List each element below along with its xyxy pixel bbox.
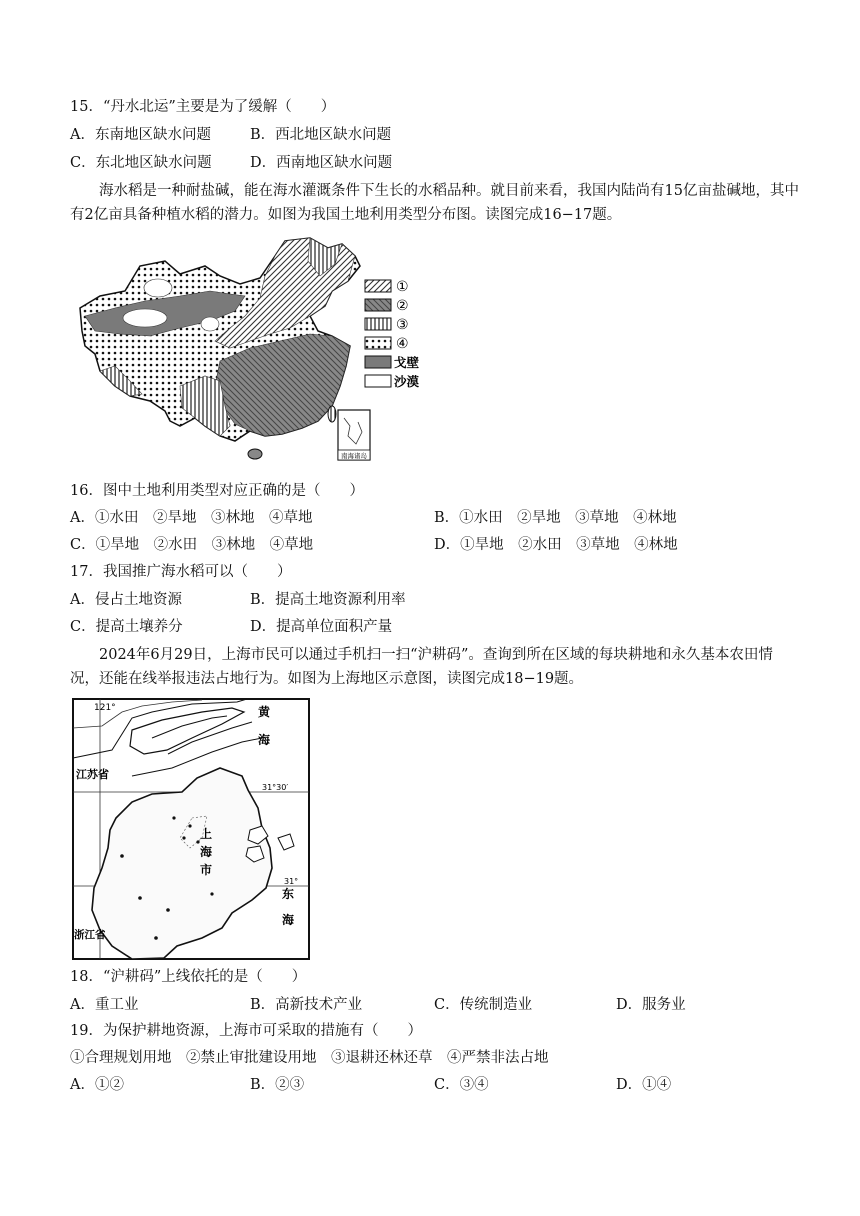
q16-option-d: D．①旱地 ②水田 ③草地 ④林地 [434, 537, 678, 553]
q17-option-c: C．提高土壤养分 [70, 619, 183, 635]
inset-label: 南海诸岛 [341, 452, 367, 460]
q17-option-a: A．侵占土地资源 [70, 592, 182, 608]
q16-option-b: B．①水田 ②旱地 ③草地 ④林地 [434, 510, 677, 526]
q19-stem: 19．为保护耕地资源，上海市可采取的措施有（ ） [70, 1023, 422, 1039]
map-legend [365, 279, 420, 389]
shanghai-map-svg [72, 698, 310, 960]
label-jiangsu: 江苏省 [76, 768, 109, 781]
legend-swatch-4 [365, 337, 391, 349]
legend-swatch-2 [365, 299, 391, 311]
label-huanghai-1: 黄 [258, 705, 271, 719]
china-land-use-map [70, 236, 430, 468]
q18-stem: 18．“沪耕码”上线依托的是（ ） [70, 969, 307, 985]
legend-label-gobi: 戈壁 [394, 355, 420, 370]
shanghai-map [72, 698, 310, 960]
label-shanghai-1: 上 [200, 827, 213, 841]
legend-label-2: ② [396, 298, 409, 314]
legend-label-4: ④ [396, 336, 409, 352]
legend-swatch-1 [365, 280, 391, 292]
q17-option-b: B．提高土地资源利用率 [250, 592, 406, 608]
legend-swatch-desert [365, 375, 391, 387]
q19-option-b: B．②③ [250, 1077, 305, 1093]
label-donghai-1: 东 [282, 887, 295, 901]
q17-stem: 17．我国推广海水稻可以（ ） [70, 564, 292, 580]
q19-option-d: D．①④ [616, 1077, 672, 1093]
label-lon-121: 121° [94, 703, 116, 713]
q15-option-b: B．西北地区缺水问题 [250, 127, 392, 143]
q15-option-a: A．东南地区缺水问题 [70, 127, 211, 143]
q17-option-d: D．提高单位面积产量 [250, 619, 393, 635]
q19-measures: ①合理规划用地 ②禁止审批建设用地 ③退耕还林还草 ④严禁非法占地 [70, 1050, 549, 1066]
label-shanghai-3: 市 [200, 863, 213, 877]
q19-option-c: C．③④ [434, 1077, 489, 1093]
q18-option-c: C．传统制造业 [434, 997, 533, 1013]
label-lat-31: 31° [284, 877, 299, 886]
passage-sea-rice: 海水稻是一种耐盐碱，能在海水灌溉条件下生长的水稻品种。就目前来看，我国内陆尚有15亿亩盐碱地，其中有2亿亩具备种植水稻的潜力。如图为我国土地利用类型分布图。读图完成16−17题。 [70, 183, 799, 223]
label-zhejiang: 浙江省 [74, 929, 106, 941]
hainan-island [248, 449, 262, 459]
q18-option-a: A．重工业 [70, 997, 139, 1013]
desert-junggar [144, 279, 172, 297]
legend-swatch-gobi [365, 356, 391, 368]
desert-taklimakan [123, 309, 167, 327]
q18-option-b: B．高新技术产业 [250, 997, 363, 1013]
desert-small [201, 317, 219, 331]
q15-option-c: C．东北地区缺水问题 [70, 155, 212, 171]
q16-option-c: C．①旱地 ②水田 ③林地 ④草地 [70, 537, 314, 553]
legend-label-desert: 沙漠 [394, 374, 420, 389]
legend-label-3: ③ [396, 317, 409, 333]
label-lat-31-30: 31°30′ [262, 783, 289, 792]
q19-option-a: A．①② [70, 1077, 124, 1093]
q18-option-d: D．服务业 [616, 997, 686, 1013]
q16-stem: 16．图中土地利用类型对应正确的是（ ） [70, 483, 364, 499]
legend-label-1: ① [396, 279, 409, 295]
label-huanghai-2: 海 [258, 733, 271, 747]
q15-option-d: D．西南地区缺水问题 [250, 155, 393, 171]
legend-swatch-3 [365, 318, 391, 330]
china-map-svg [70, 236, 430, 468]
taiwan-island [328, 406, 336, 422]
label-donghai-2: 海 [282, 913, 295, 927]
label-shanghai-2: 海 [200, 845, 213, 859]
q16-option-a: A．①水田 ②旱地 ③林地 ④草地 [70, 510, 313, 526]
passage-hugengma: 2024年6月29日，上海市民可以通过手机扫一扫“沪耕码”。查询到所在区域的每块耕地和永久基本农田情况，还能在线举报违法占地行为。如图为上海地区示意图，读图完成18−19题。 [70, 647, 773, 687]
q15-stem: 15．“丹水北运”主要是为了缓解（ ） [70, 99, 336, 115]
